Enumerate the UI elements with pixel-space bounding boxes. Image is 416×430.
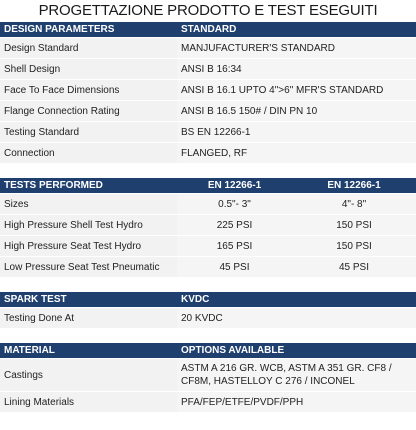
spark-header-value: KVDC (177, 292, 416, 308)
row-label: Testing Done At (0, 308, 177, 329)
row-label: Lining Materials (0, 392, 177, 413)
table-row (0, 194, 416, 215)
design-header-label: DESIGN PARAMETERS (0, 22, 177, 38)
tests-header-row (0, 178, 416, 194)
table-row (0, 122, 416, 143)
table-row (0, 215, 416, 236)
table-row (0, 38, 416, 59)
row-label: Face To Face Dimensions (0, 80, 177, 101)
design-header-value: STANDARD (177, 22, 416, 38)
row-label: Castings (0, 359, 177, 392)
table-row (0, 143, 416, 164)
material-header-label: MATERIAL (0, 343, 177, 359)
row-value: ANSI B 16:34 (177, 59, 416, 80)
row-label: Shell Design (0, 59, 177, 80)
row-label: Flange Connection Rating (0, 101, 177, 122)
table-row (0, 236, 416, 257)
row-value: ASTM A 216 GR. WCB, ASTM A 351 GR. CF8 / CF8M, HASTELLOY C 276 / INCONEL (177, 359, 416, 392)
table-row (0, 257, 416, 278)
row-label: High Pressure Shell Test Hydro (0, 215, 177, 236)
row-label: Connection (0, 143, 177, 164)
row-value: 150 PSI (292, 215, 416, 236)
row-value: PFA/FEP/ETFE/PVDF/PPH (177, 392, 416, 413)
tests-header-label: TESTS PERFORMED (0, 178, 177, 194)
table-row (0, 308, 416, 329)
page-title: PROGETTAZIONE PRODOTTO E TEST ESEGUITI (38, 2, 378, 19)
material-header-row (0, 343, 416, 359)
tests-header-col2: EN 12266-1 (292, 178, 416, 194)
row-value: 0.5"- 3" (177, 194, 292, 215)
row-value: 165 PSI (177, 236, 292, 257)
table-row (0, 80, 416, 101)
row-value: 4"- 8" (292, 194, 416, 215)
row-label: Testing Standard (0, 122, 177, 143)
row-value: 45 PSI (292, 257, 416, 278)
table-row (0, 101, 416, 122)
row-label: Design Standard (0, 38, 177, 59)
design-header-row (0, 22, 416, 38)
row-value: BS EN 12266-1 (177, 122, 416, 143)
row-value: 150 PSI (292, 236, 416, 257)
table-row (0, 392, 416, 413)
row-label: High Pressure Seat Test Hydro (0, 236, 177, 257)
row-label: Low Pressure Seat Test Pneumatic (0, 257, 177, 278)
table-row (0, 359, 416, 392)
row-label: Sizes (0, 194, 177, 215)
specs-table (0, 22, 416, 413)
row-value: FLANGED, RF (177, 143, 416, 164)
row-value: 45 PSI (177, 257, 292, 278)
tests-header-col1: EN 12266-1 (177, 178, 292, 194)
row-value: 225 PSI (177, 215, 292, 236)
table-row (0, 59, 416, 80)
row-value: ANSI B 16.1 UPTO 4">6" MFR'S STANDARD (177, 80, 416, 101)
material-header-value: OPTIONS AVAILABLE (177, 343, 416, 359)
row-value: ANSI B 16.5 150# / DIN PN 10 (177, 101, 416, 122)
spark-header-row (0, 292, 416, 308)
spark-header-label: SPARK TEST (0, 292, 177, 308)
row-value: MANJUFACTURER'S STANDARD (177, 38, 416, 59)
row-value: 20 KVDC (177, 308, 416, 329)
